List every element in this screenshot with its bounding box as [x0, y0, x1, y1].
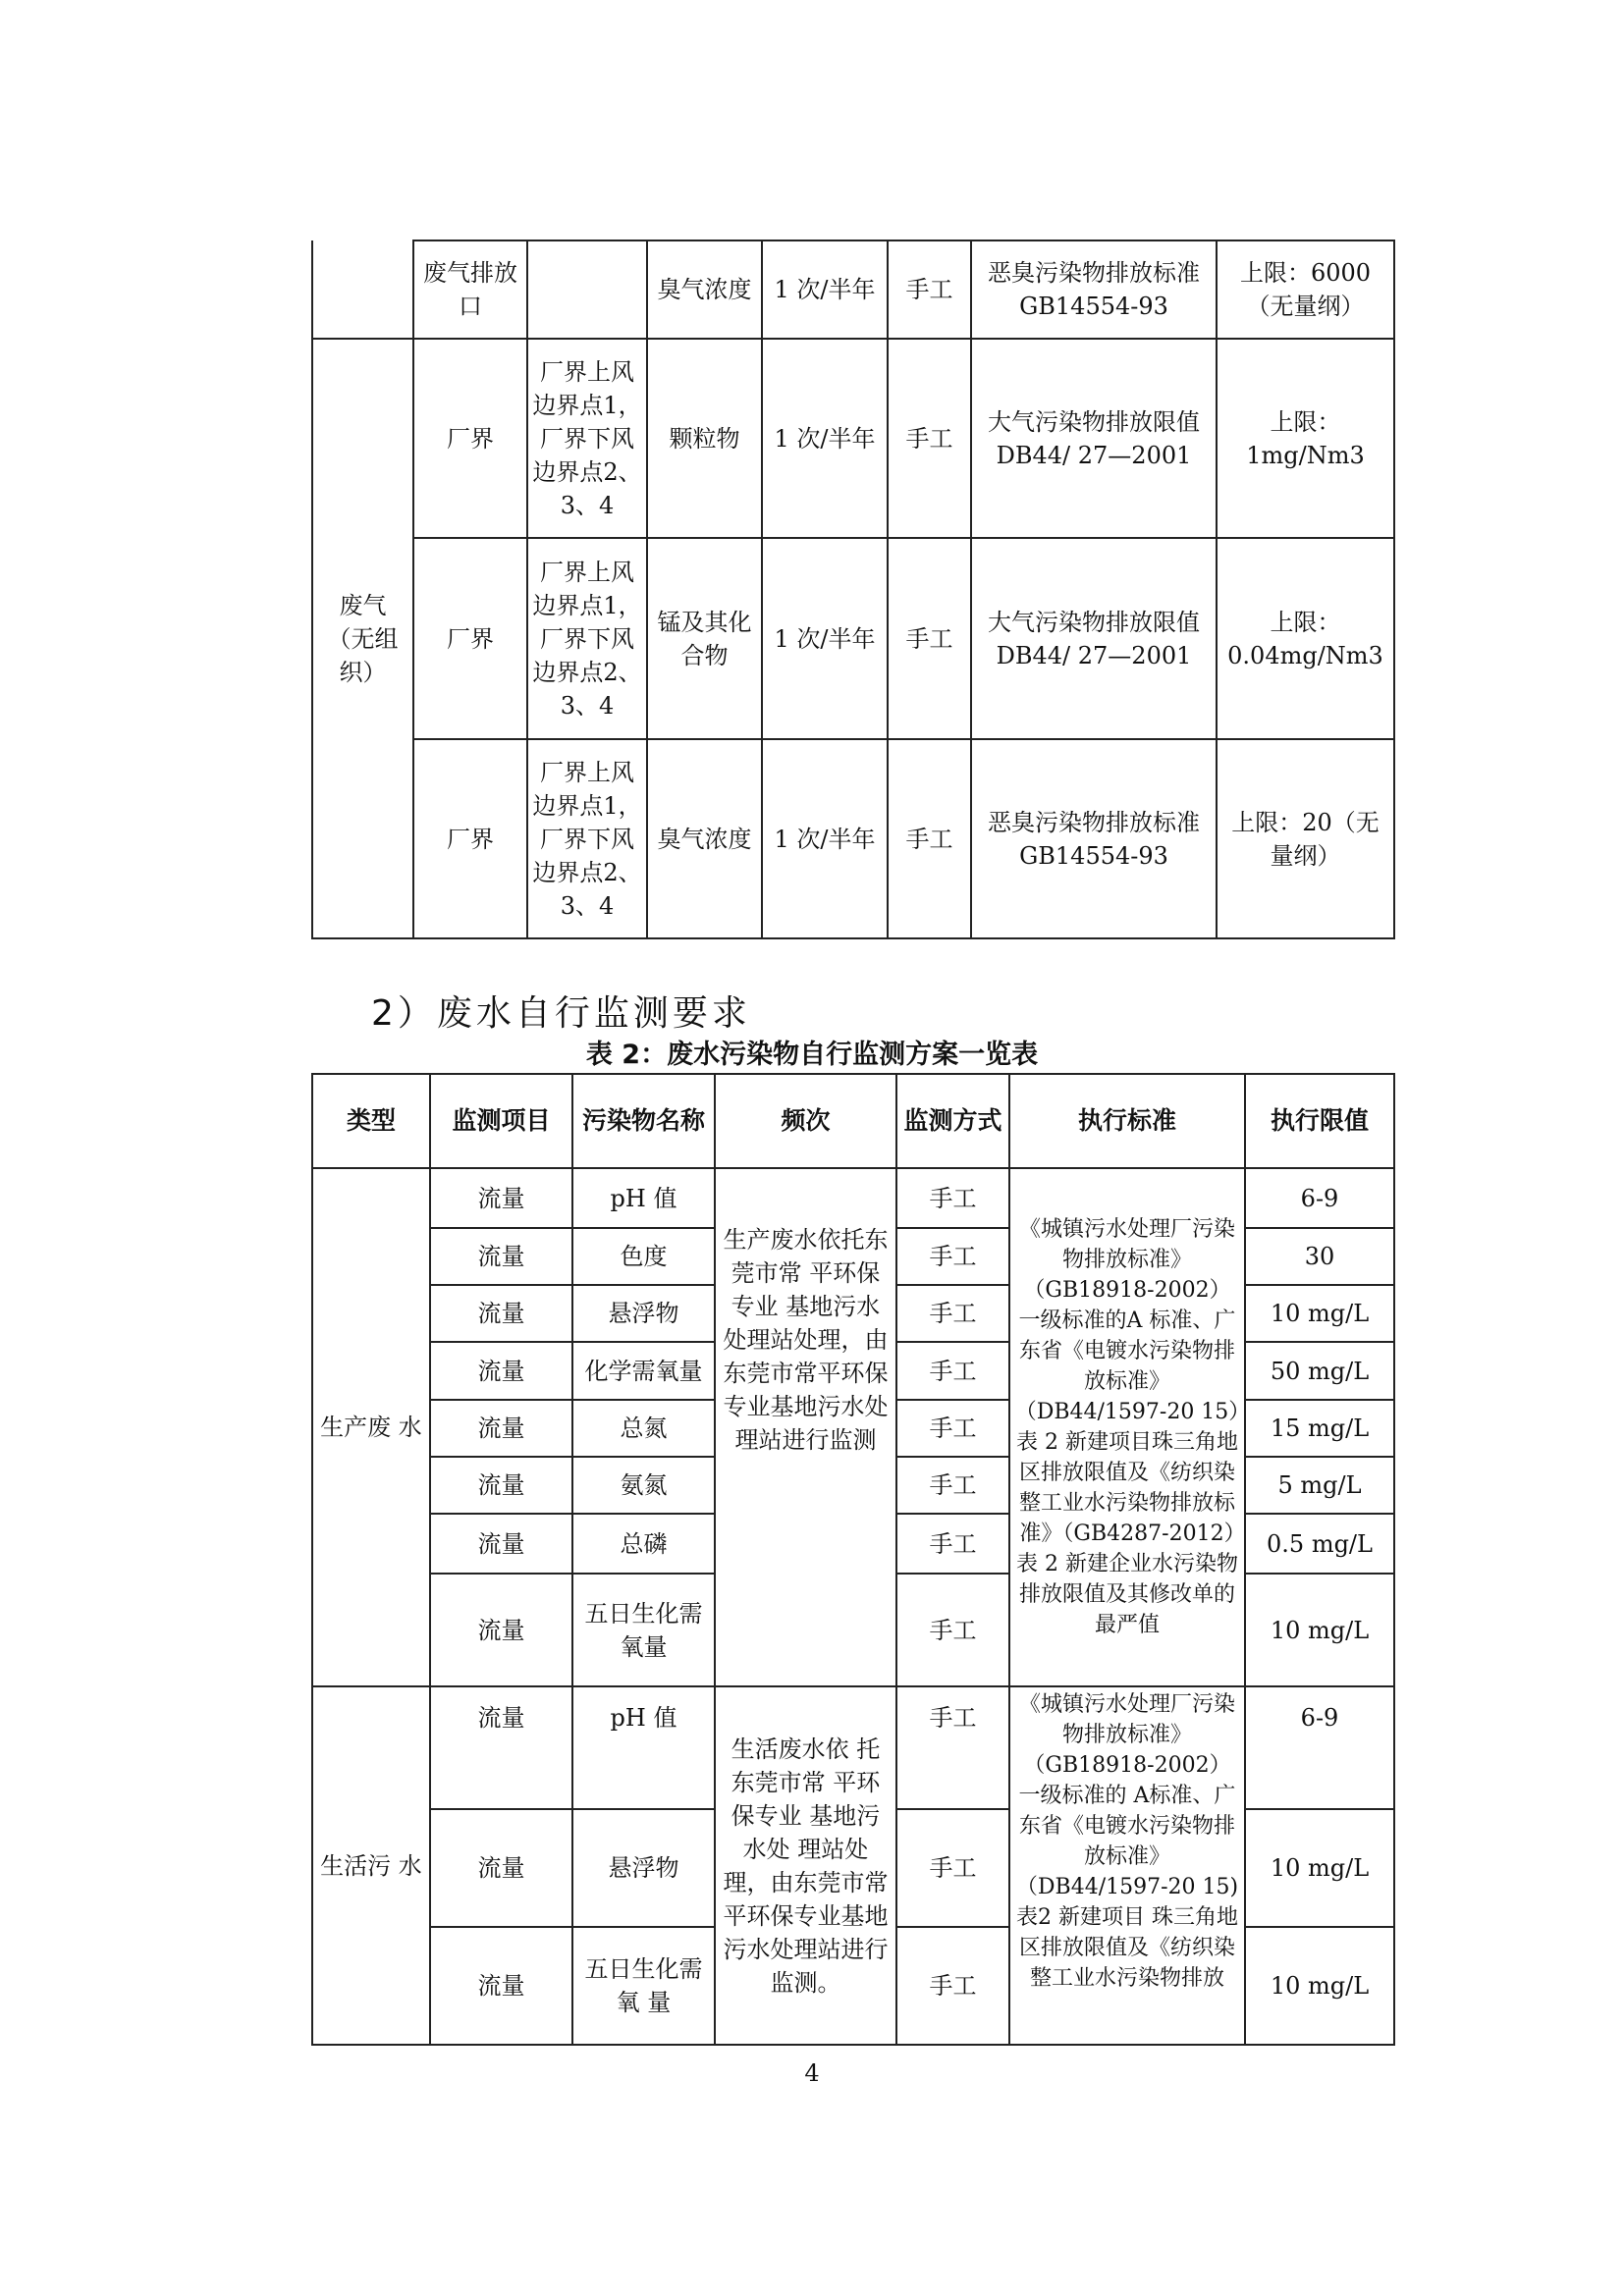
limit-cell: 50 mg/L — [1245, 1342, 1394, 1400]
pollutant-cell: 悬浮物 — [572, 1285, 715, 1342]
limit-cell: 上限：20（无量纲） — [1217, 739, 1394, 938]
pollutant-cell: 锰及其化合物 — [647, 538, 762, 739]
item-cell: 流量 — [430, 1809, 572, 1927]
category-cell: 废气（无组织） — [312, 339, 413, 938]
table-row — [312, 339, 1394, 538]
standard-cell: 大气污染物排放限值 DB44/ 27—2001 — [971, 339, 1217, 538]
standard-cell: 大气污染物排放限值 DB44/ 27—2001 — [971, 538, 1217, 739]
column-header: 执行限值 — [1245, 1074, 1394, 1168]
pollutant-cell: 臭气浓度 — [647, 739, 762, 938]
point-cell: 废气排放口 — [413, 240, 527, 339]
limit-cell: 上限：0.04mg/Nm3 — [1217, 538, 1394, 739]
standard-cell: 《城镇污水处理厂污染物排放标准》（GB18918-2002）一级标准的A 标准、广东省《电镀水污染物排放标准》（DB44/1597-20 15）表 2 新建项目珠三角地区排放限值及《纺织染整工业水污染物排放标准》（GB4287-2012）表 2 新建企业水污染物 排放限值及其修改单的最严值 — [1009, 1168, 1245, 1686]
pollutant-cell: pH 值 — [572, 1686, 715, 1809]
standard-cell: 《城镇污水处理厂污染物排放标准》（GB18918-2002）一级标准的 A标准、广东省《电镀水污染物排放标准》（DB44/1597-20 15)表2 新建项目 珠三角地区排放限值及《纺织染整工业水污染物排放 — [1009, 1686, 1245, 2045]
type-cell: 生活污 水 — [312, 1686, 430, 2045]
method-cell: 手工 — [896, 1228, 1009, 1285]
column-header: 类型 — [312, 1074, 430, 1168]
pollutant-cell: 总磷 — [572, 1514, 715, 1574]
table-header-row — [312, 1074, 1394, 1168]
pollutant-cell: 化学需氧量 — [572, 1342, 715, 1400]
column-header: 监测方式 — [896, 1074, 1009, 1168]
standard-cell: 恶臭污染物排放标准 GB14554-93 — [971, 240, 1217, 339]
method-cell: 手工 — [896, 1285, 1009, 1342]
item-cell: 流量 — [430, 1514, 572, 1574]
type-cell: 生产废 水 — [312, 1168, 430, 1686]
limit-cell: 10 mg/L — [1245, 1285, 1394, 1342]
location-cell — [527, 240, 647, 339]
item-cell: 流量 — [430, 1228, 572, 1285]
limit-cell: 上限：1mg/Nm3 — [1217, 339, 1394, 538]
point-cell: 厂界 — [413, 339, 527, 538]
exhaust-gas-table — [311, 240, 1395, 939]
item-cell: 流量 — [430, 1168, 572, 1228]
column-header: 执行标准 — [1009, 1074, 1245, 1168]
pollutant-cell: 臭气浓度 — [647, 240, 762, 339]
table-row — [312, 240, 1394, 339]
page-number: 4 — [804, 2059, 820, 2087]
frequency-cell: 生活废水依 托东莞市常 平环保专业 基地污水处 理站处理，由东莞市常 平环保专业基地污水处理站进行监测。 — [715, 1686, 896, 2045]
section-heading: 2）废水自行监测要求 — [371, 993, 751, 1034]
table-caption: 表 2：废水污染物自行监测方案一览表 — [585, 1040, 1039, 1070]
item-cell: 流量 — [430, 1927, 572, 2045]
method-cell: 手工 — [888, 339, 971, 538]
limit-cell: 5 mg/L — [1245, 1457, 1394, 1514]
wastewater-table — [311, 1073, 1395, 2046]
frequency-cell: 1 次/半年 — [762, 240, 888, 339]
method-cell: 手工 — [896, 1168, 1009, 1228]
limit-cell: 0.5 mg/L — [1245, 1514, 1394, 1574]
pollutant-cell: 五日生化需 氧 量 — [572, 1927, 715, 2045]
method-cell: 手工 — [888, 739, 971, 938]
frequency-cell: 1 次/半年 — [762, 739, 888, 938]
limit-cell: 15 mg/L — [1245, 1400, 1394, 1457]
method-cell: 手工 — [896, 1514, 1009, 1574]
point-cell: 厂界 — [413, 739, 527, 938]
location-cell: 厂界上风边界点1，厂界下风边界点2、3、4 — [527, 339, 647, 538]
limit-cell: 10 mg/L — [1245, 1574, 1394, 1686]
frequency-cell: 1 次/半年 — [762, 339, 888, 538]
limit-cell: 10 mg/L — [1245, 1927, 1394, 2045]
pollutant-cell: 氨氮 — [572, 1457, 715, 1514]
method-cell: 手工 — [896, 1686, 1009, 1809]
limit-cell: 上限：6000（无量纲） — [1217, 240, 1394, 339]
method-cell: 手工 — [896, 1927, 1009, 2045]
limit-cell: 10 mg/L — [1245, 1809, 1394, 1927]
method-cell: 手工 — [888, 538, 971, 739]
location-cell: 厂界上风边界点1，厂界下风边界点2、3、4 — [527, 739, 647, 938]
method-cell: 手工 — [896, 1342, 1009, 1400]
frequency-cell: 生产废水依托东莞市常 平环保专业 基地污水处理站处理，由东莞市常平环保专业基地污水处理站进行监测 — [715, 1168, 896, 1686]
column-header: 频次 — [715, 1074, 896, 1168]
pollutant-cell: 色度 — [572, 1228, 715, 1285]
frequency-cell: 1 次/半年 — [762, 538, 888, 739]
column-header: 监测项目 — [430, 1074, 572, 1168]
pollutant-cell: 总氮 — [572, 1400, 715, 1457]
method-cell: 手工 — [888, 240, 971, 339]
item-cell: 流量 — [430, 1686, 572, 1809]
pollutant-cell: 五日生化需氧量 — [572, 1574, 715, 1686]
pollutant-cell: pH 值 — [572, 1168, 715, 1228]
table-row — [312, 538, 1394, 739]
column-header: 污染物名称 — [572, 1074, 715, 1168]
limit-cell: 6-9 — [1245, 1168, 1394, 1228]
item-cell: 流量 — [430, 1574, 572, 1686]
method-cell: 手工 — [896, 1809, 1009, 1927]
pollutant-cell: 颗粒物 — [647, 339, 762, 538]
limit-cell: 6-9 — [1245, 1686, 1394, 1809]
pollutant-cell: 悬浮物 — [572, 1809, 715, 1927]
table-row — [312, 1686, 1394, 1809]
location-cell: 厂界上风边界点1，厂界下风边界点2、3、4 — [527, 538, 647, 739]
item-cell: 流量 — [430, 1342, 572, 1400]
item-cell: 流量 — [430, 1457, 572, 1514]
method-cell: 手工 — [896, 1457, 1009, 1514]
limit-cell: 30 — [1245, 1228, 1394, 1285]
point-cell: 厂界 — [413, 538, 527, 739]
standard-cell: 恶臭污染物排放标准 GB14554-93 — [971, 739, 1217, 938]
method-cell: 手工 — [896, 1400, 1009, 1457]
table-row — [312, 739, 1394, 938]
method-cell: 手工 — [896, 1574, 1009, 1686]
category-cell — [312, 240, 413, 339]
item-cell: 流量 — [430, 1400, 572, 1457]
table-row — [312, 1168, 1394, 1228]
item-cell: 流量 — [430, 1285, 572, 1342]
